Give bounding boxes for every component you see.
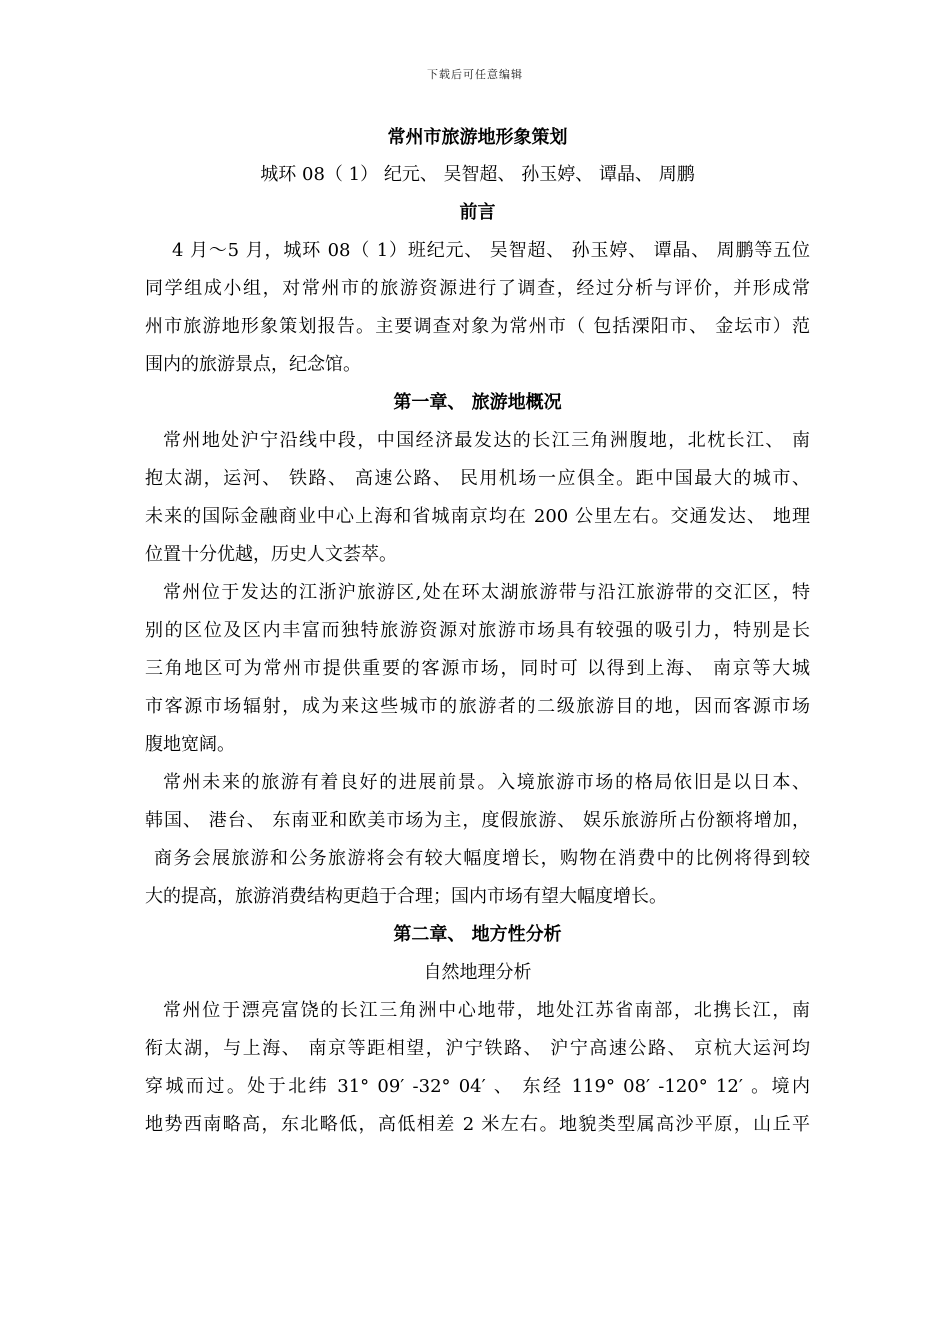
text-line: 韩国、 港台、 东南亚和欧美市场为主，度假旅游、 娱乐旅游所占份额将增加， xyxy=(145,810,810,831)
text-line: 市客源市场辐射，成为来这些城市的旅游者的二级旅游目的地，因而客源市场 xyxy=(145,696,810,717)
text-line: 常州地处沪宁沿线中段，中国经济最发达的长江三角洲腹地，北枕长江、 南 xyxy=(163,430,810,451)
chapter2-subheading: 自然地理分析 xyxy=(423,962,532,983)
text-line: 常州位于漂亮富饶的长江三角洲中心地带，地处江苏省南部，北携长江，南 xyxy=(163,1000,810,1021)
preface-heading: 前言 xyxy=(459,202,496,223)
document-title: 常州市旅游地形象策划 xyxy=(387,127,568,148)
text-line: 未来的国际金融商业中心上海和省城南京均在 200 公里左右。交通发达、 地理 xyxy=(145,506,810,527)
chapter1-paragraph-1 xyxy=(145,422,810,574)
text-line: 地势西南略高，东北略低，高低相差 2 米左右。地貌类型属高沙平原，山丘平 xyxy=(145,1114,810,1135)
text-line: 穿城而过。处于北纬 31° 09′ -32° 04′ 、 东经 119° 08′ -120° 12′ 。境内 xyxy=(145,1076,810,1097)
text-line: 围内的旅游景点，纪念馆。 xyxy=(145,354,361,375)
text-line: 州市旅游地形象策划报告。主要调查对象为常州市（ 包括溧阳市、 金坛市）范 xyxy=(145,316,810,337)
document-body xyxy=(145,120,810,1144)
text-line: 腹地宽阔。 xyxy=(145,734,235,755)
header-note: 下载后可任意编辑 xyxy=(427,68,523,81)
chapter1-paragraph-2 xyxy=(145,574,810,764)
text-line: 4 月～5 月，城环 08（ 1）班纪元、 吴智超、 孙玉婷、 谭晶、 周鹏等五位 xyxy=(172,240,810,261)
text-line: 同学组成小组，对常州市的旅游资源进行了调查，经过分析与评价，并形成常 xyxy=(145,278,810,299)
text-line: 衔太湖，与上海、 南京等距相望，沪宁铁路、 沪宁高速公路、 京杭大运河均 xyxy=(145,1038,810,1059)
chapter1-heading: 第一章、 旅游地概况 xyxy=(393,392,562,413)
text-line: 商务会展旅游和公务旅游将会有较大幅度增长，购物在消费中的比例将得到较 xyxy=(154,848,810,869)
text-line: 三角地区可为常州市提供重要的客源市场，同时可 以得到上海、 南京等大城 xyxy=(145,658,810,679)
chapter1-paragraph-3 xyxy=(145,764,810,916)
text-line: 位置十分优越，历史人文荟萃。 xyxy=(145,544,397,565)
chapter2-paragraph xyxy=(145,992,810,1144)
preface-paragraph xyxy=(145,232,810,384)
text-line: 常州未来的旅游有着良好的进展前景。入境旅游市场的格局依旧是以日本、 xyxy=(163,772,810,793)
chapter2-heading: 第二章、 地方性分析 xyxy=(393,924,562,945)
text-line: 大的提高，旅游消费结构更趋于合理；国内市场有望大幅度增长。 xyxy=(145,886,667,907)
text-line: 常州位于发达的江浙沪旅游区,处在环太湖旅游带与沿江旅游带的交汇区，特 xyxy=(163,582,810,603)
text-line: 别的区位及区内丰富而独特旅游资源对旅游市场具有较强的吸引力，特别是长 xyxy=(145,620,810,641)
author-line: 城环 08（ 1） 纪元、 吴智超、 孙玉婷、 谭晶、 周鹏 xyxy=(260,164,695,185)
text-line: 抱太湖，运河、 铁路、 高速公路、 民用机场一应俱全。距中国最大的城市、 xyxy=(145,468,810,489)
